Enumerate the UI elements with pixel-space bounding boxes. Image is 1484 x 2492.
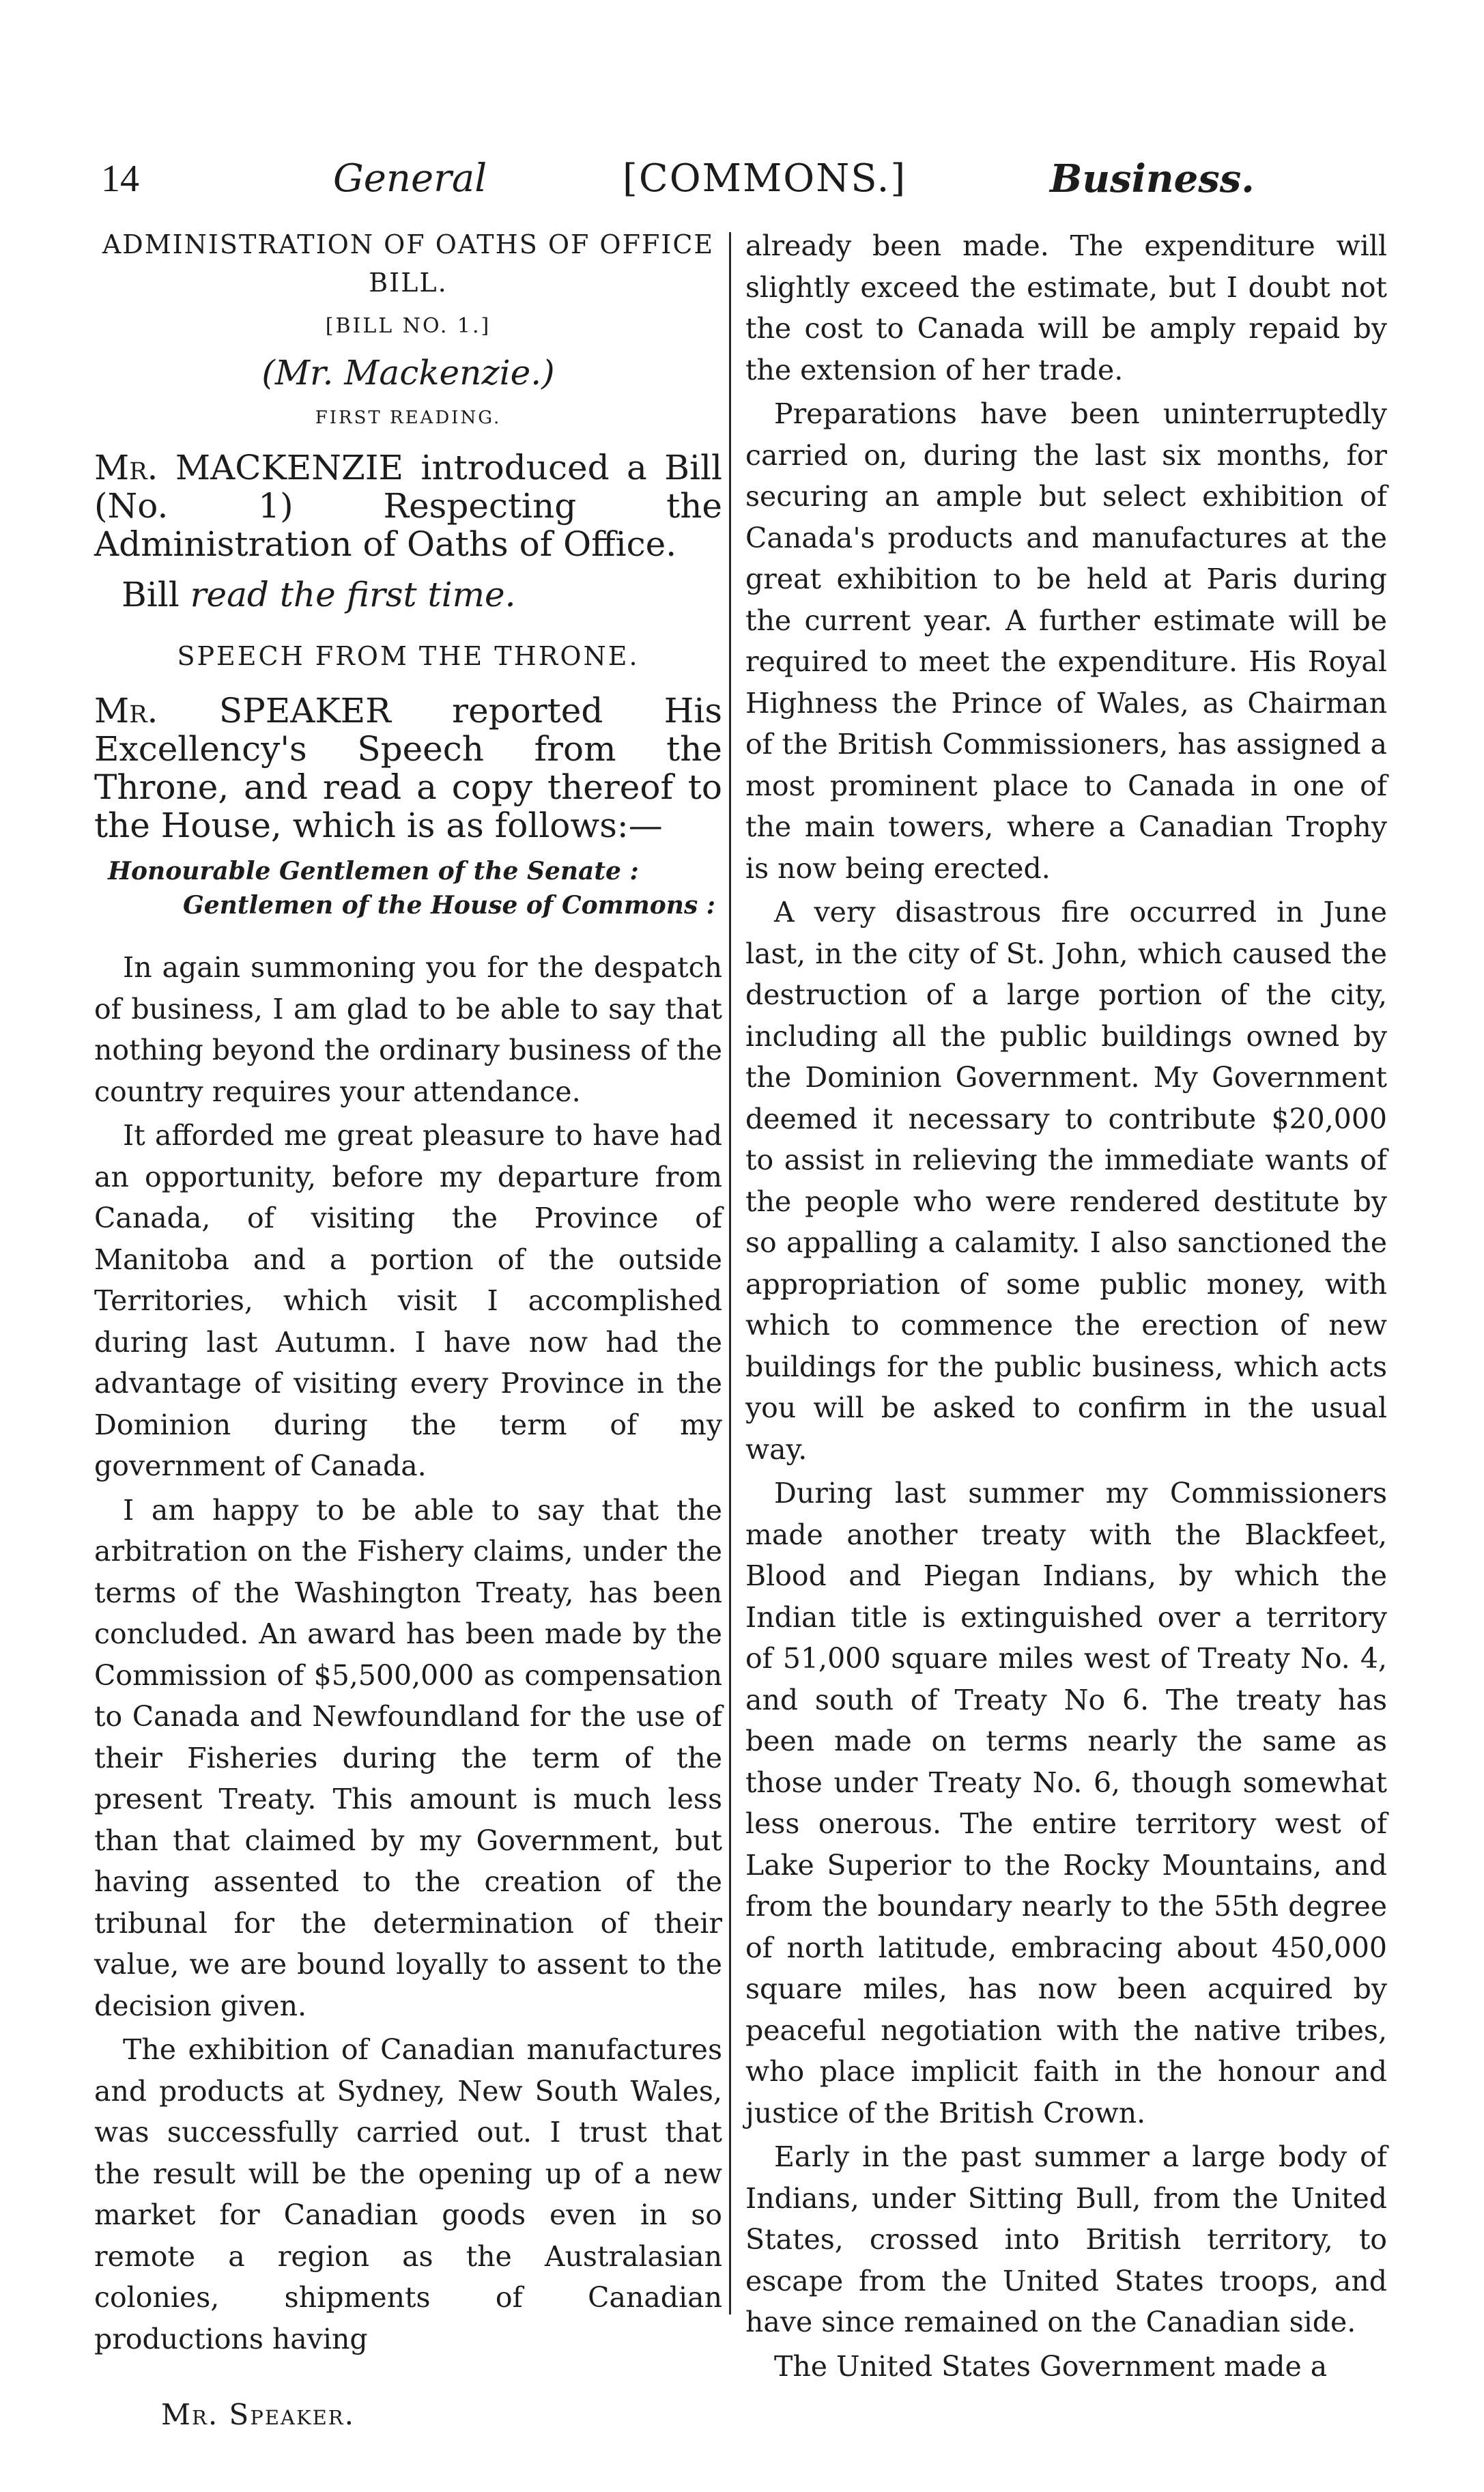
speech-paragraph: During last summer my Commissioners made another treaty with the Blackfeet, Blood and Piegan Indians, by which the Indian title is extinguished over a territory of 51,000 square miles west of Treaty No. 4, and south of Treaty No 6. The treaty has been made on terms nearly the same as those under Treaty No. 6, though somewhat less onerous. The entire territory west of Lake Superior to the Rocky Mountains, and from the boundary nearly to the 55th degree of north latitude, embracing about 450,000 square miles, has now been acquired by peaceful negotiation with the native tribes, who place implicit faith in the honour and justice of the British Crown. [745,1477,1387,2129]
running-header-left: General [333,156,487,201]
running-header-center: [COMMONS.] [623,156,907,201]
bill-number: [BILL NO. 1.] [325,314,491,338]
speaker-text: SPEAKER reported His Excellency's Speech from the Throne, and read a copy thereof to the House, which is as follows:— [94,691,722,845]
speech-paragraph: The exhibition of Canadian manufactures and products at Sydney, New South Wales, was successfully carried out. I trust that the result will be the opening up of a new market for Canadian goods even in so remote a region as the Australasian colonies, shipments of Canadian productions having [94,2033,722,2355]
left-column [94,225,722,2362]
speech-paragraph: It afforded me great pleasure to have had an opportunity, before my departure from Canada, of visiting the Province of Manitoba and a portion of the outside Territories, which visit I accomplished during last Autumn. I have now had the advantage of visiting every Province in the Dominion during the term of my government of Canada. [94,1119,722,1482]
right-column [745,225,1387,2390]
speech-paragraph: A very disastrous fire occurred in June last, in the city of St. John, which caused the destruction of a large portion of the city, including all the public buildings owned by the Dominion Government. My Government deemed it necessary to contribute $20,000 to assist in relieving the immediate wants of the people who were rendered destitute by so appalling a calamity. I also sanctioned the appropriation of some public money, with which to commence the erection of new buildings for the public business, which acts you will be asked to confirm in the usual way. [745,896,1387,1466]
speaker-prefix: Mr. [94,691,158,731]
bill-title: ADMINISTRATION OF OATHS OF OFFICE BILL. [102,229,715,298]
speech-paragraph: In again summoning you for the despatch of business, I am glad to be able to say that nothing beyond the ordinary business of the country requires your attendance. [94,951,722,1108]
address-commons: Gentlemen of the House of Commons : [183,891,716,920]
speech-paragraph: The United States Government made a [774,2349,1328,2383]
running-header-right: Business. [1050,156,1255,201]
column-divider [729,232,731,2314]
bill-read-prefix: Bill [122,575,190,614]
address-senate: Honourable Gentlemen of the Senate : [108,857,639,886]
bill-read-line [122,576,722,614]
intro-text: MACKENZIE introduced a Bill (No. 1) Respecting the Administration of Oaths of Office. [94,448,722,564]
speech-heading: SPEECH FROM THE THRONE. [177,641,640,671]
speaker-report [94,692,722,845]
bill-mover: (Mr. Mackenzie.) [261,353,555,393]
reading-label: FIRST READING. [315,408,502,428]
page-number: 14 [101,158,139,200]
speech-paragraph: I am happy to be able to say that the arbitration on the Fishery claims, under the terms of the Washington Treaty, has been concluded. An award has been made by the Commission of $5,500,000 as compensation to Canada and Newfoundland for the use of their Fisheries during the term of the present Treaty. This amount is much less than that claimed by my Government, but having assented to the creation of the tribunal for the determination of their value, we are bound loyally to assent to the decision given. [94,1493,722,2022]
bill-introduction [94,449,722,563]
speech-paragraph: Early in the past summer a large body of Indians, under Sitting Bull, from the United States, crossed into British territory, to escape from the United States troops, and have since remained on the Canadian side. [745,2140,1387,2338]
catchword: Mr. Speaker. [161,2398,355,2431]
speech-paragraph: Preparations have been uninterruptedly carried on, during the last six months, for securing an ample but select exhibition of Canada's products and manufactures at the great exhibition to be held at Paris during the current year. A further estimate will be required to meet the expenditure. His Royal Highness the Prince of Wales, as Chairman of the British Commissioners, has assigned a most prominent place to Canada in one of the main towers, where a Canadian Trophy is now being erected. [745,397,1387,885]
intro-speaker: Mr. [94,448,158,487]
speech-paragraph: already been made. The expenditure will slightly exceed the estimate, but I doubt not the cost to Canada will be amply repaid by the extension of her trade. [745,229,1387,386]
bill-read-italic: read the first time. [190,575,516,614]
